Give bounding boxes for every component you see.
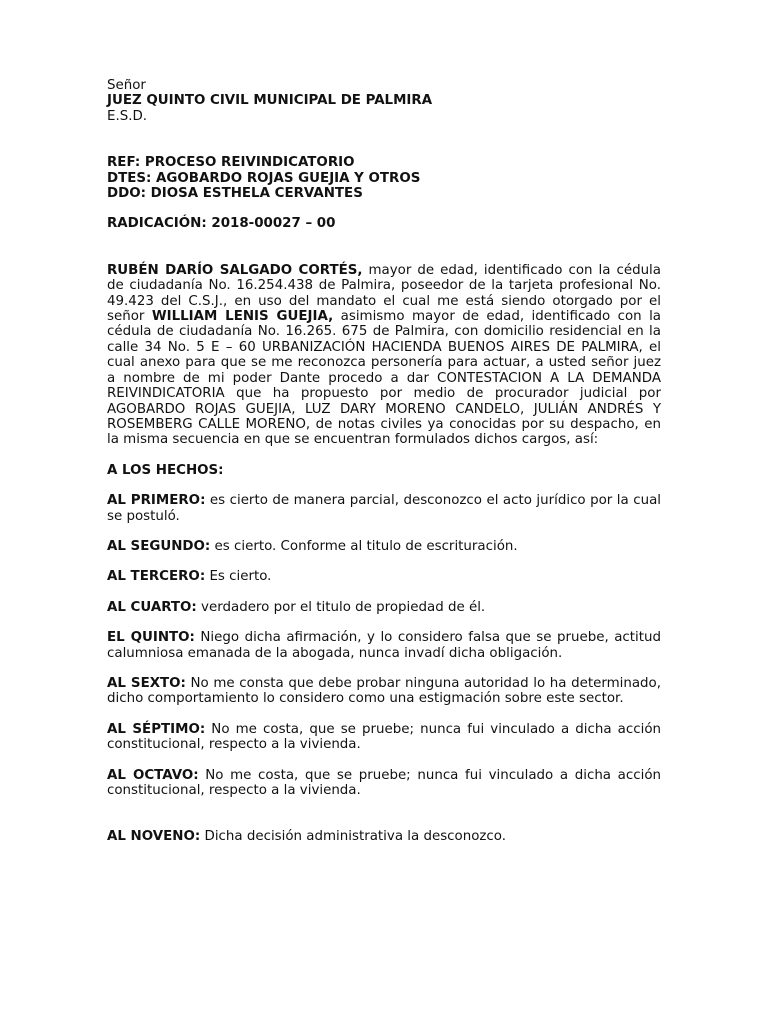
fact-text: Dicha decisión administrativa la desconozco. <box>200 829 507 845</box>
intro-text-1: mayor de edad, identificado con la cédula de ciudadanía No. 16.254.438 de Palmira, poseedor de la tarjeta profesional No. 49.423 del C.S.J., en uso del mandato el cual me está siendo otorgado por el señor <box>107 262 661 325</box>
fact-text: Niego dicha afirmación, y lo considero falsa que se pruebe, actitud calumniosa emanada de la abogada, nunca invadí dicha obligación. <box>107 630 661 661</box>
fact-text: es cierto. Conforme al titulo de escrituración. <box>210 538 518 554</box>
section-title: A LOS HECHOS: <box>107 462 224 478</box>
attorney-name: RUBÉN DARÍO SALGADO CORTÉS, <box>107 262 363 278</box>
radicacion-line: RADICACIÓN: 2018-00027 – 00 <box>107 216 336 232</box>
dtes-line: DTES: AGOBARDO ROJAS GUEJIA Y OTROS <box>107 170 421 186</box>
intro-paragraph <box>107 263 661 448</box>
fact-7 <box>107 722 661 753</box>
fact-label: AL CUARTO: <box>107 599 197 615</box>
ddo-line: DDO: DIOSA ESTHELA CERVANTES <box>107 186 363 202</box>
addressee-block <box>107 78 661 124</box>
fact-label: EL QUINTO: <box>107 630 195 646</box>
document-page <box>107 78 661 845</box>
fact-label: AL TERCERO: <box>107 569 206 585</box>
fact-4 <box>107 600 661 615</box>
reference-block <box>107 155 661 232</box>
intro-text-2: asimismo mayor de edad, identificado con la cédula de ciudadanía No. 16.265. 675 de Palmira, con domicilio residencial en la calle 34 No. 5 E – 60 URBANIZACIÓN HACIENDA BUENOS AIRES DE PALMIRA, el cual anexo para que se me reconozca personería para actuar, a usted señor juez a nombre de mi poder Dante procedo a dar CONTESTACION A LA DEMANDA REIVINDICATORIA que ha propuesto por medio de procurador judicial por AGOBARDO ROJAS GUEJIA, LUZ DARY MORENO CANDELO, JULIÁN ANDRÉS Y ROSEMBERG CALLE MORENO, de notas civiles ya conocidas por su despacho, en la misma secuencia en que se encuentran formulados dichos cargos, así: <box>107 309 661 448</box>
fact-5 <box>107 630 661 661</box>
fact-label: AL NOVENO: <box>107 829 201 845</box>
fact-1 <box>107 493 661 524</box>
fact-text: No me costa, que se pruebe; nunca fui vinculado a dicha acción constitucional, respecto a la vivienda. <box>107 767 662 798</box>
addressee-title: JUEZ QUINTO CIVIL MUNICIPAL DE PALMIRA <box>107 93 433 109</box>
fact-text: Es cierto. <box>205 569 272 585</box>
fact-label: AL SÉPTIMO: <box>107 721 206 737</box>
fact-label: AL SEXTO: <box>107 675 186 691</box>
fact-text: No me costa, que se pruebe; nunca fui vinculado a dicha acción constitucional, respecto a la vivienda. <box>107 721 662 753</box>
client-name: WILLIAM LENIS GUEJIA, <box>151 309 334 325</box>
ref-line: REF: PROCESO REIVINDICATORIO <box>107 155 355 171</box>
fact-label: AL SEGUNDO: <box>107 538 211 554</box>
fact-label: AL PRIMERO: <box>107 493 206 509</box>
fact-6 <box>107 676 661 707</box>
greeting: Señor <box>107 78 146 93</box>
fact-text: es cierto de manera parcial, desconozco el acto jurídico por la cual se postuló. <box>107 493 661 524</box>
fact-2 <box>107 539 661 554</box>
fact-9 <box>107 829 661 844</box>
fact-3 <box>107 569 661 584</box>
fact-8 <box>107 768 661 799</box>
fact-text: verdadero por el titulo de propiedad de él. <box>196 599 486 615</box>
fact-label: AL OCTAVO: <box>107 767 199 783</box>
fact-text: No me consta que debe probar ninguna autoridad lo ha determinado, dicho comportamiento lo considero como una estigmación sobre este sector. <box>107 675 661 707</box>
esd-line: E.S.D. <box>107 108 148 124</box>
